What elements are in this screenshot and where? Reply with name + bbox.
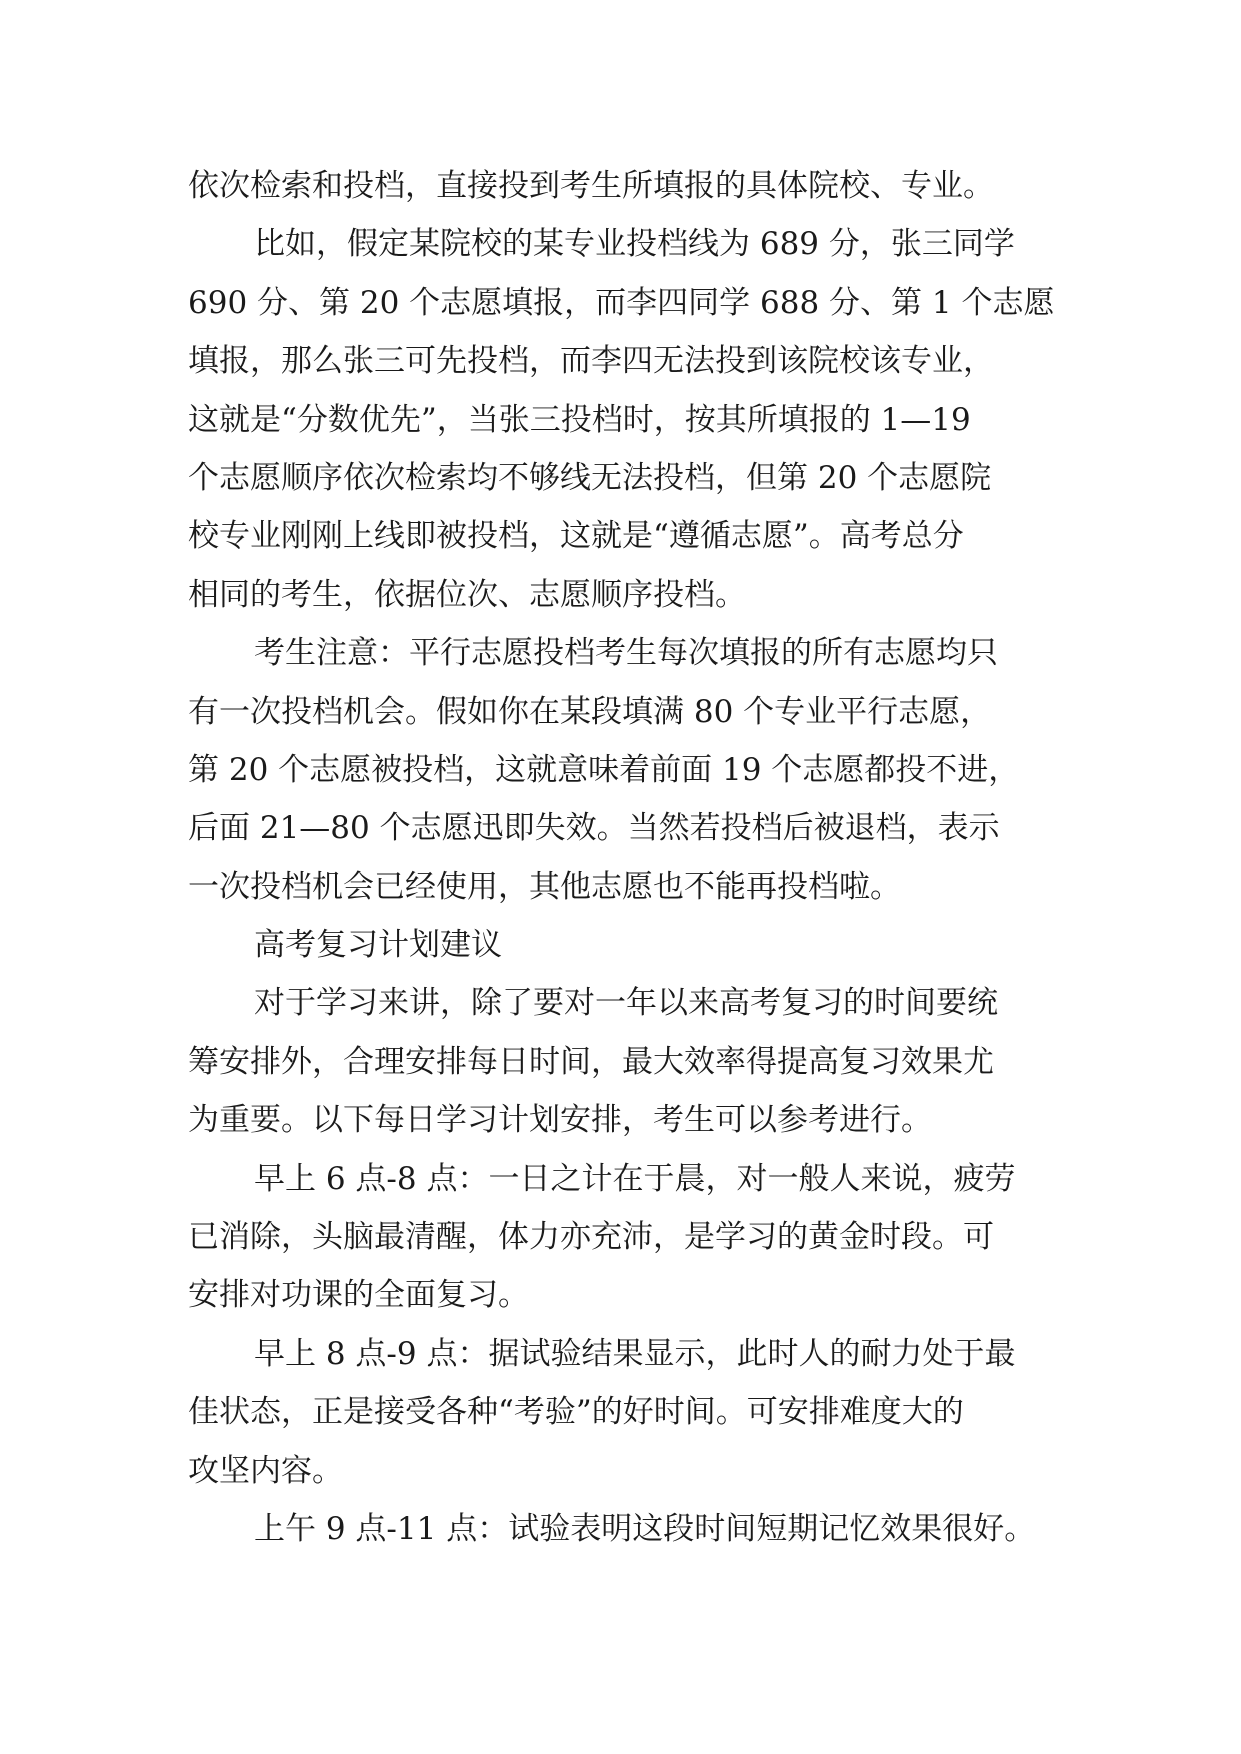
text-line: 比如，假定某院校的某专业投档线为 689 分，张三同学 [254, 226, 1015, 263]
text-line: 有一次投档机会。假如你在某段填满 80 个专业平行志愿， [188, 693, 992, 730]
text-line: 后面 21—80 个志愿迅即失效。当然若投档后被退档，表示 [188, 810, 1000, 847]
text-line: 安排对功课的全面复习。 [188, 1277, 529, 1314]
text-line: 上午 9 点-11 点：试验表明这段时间短期记忆效果很好。 [254, 1510, 1036, 1547]
text-line: 佳状态，正是接受各种“考验”的好时间。可安排难度大的 [188, 1394, 964, 1431]
text-line: 依次检索和投档，直接投到考生所填报的具体院校、专业。 [188, 168, 994, 204]
text-line: 相同的考生，依据位次、志愿顺序投档。 [188, 576, 746, 613]
text-line: 早上 8 点-9 点：据试验结果显示，此时人的耐力处于最 [254, 1335, 1016, 1372]
text-line: 为重要。以下每日学习计划安排，考生可以参考进行。 [188, 1102, 932, 1139]
text-line: 考生注意：平行志愿投档考生每次填报的所有志愿均只 [254, 635, 998, 672]
text-line: 校专业刚刚上线即被投档，这就是“遵循志愿”。高考总分 [188, 518, 964, 555]
text-line: 已消除，头脑最清醒，体力亦充沛，是学习的黄金时段。可 [188, 1219, 994, 1256]
text-line: 个志愿顺序依次检索均不够线无法投档，但第 20 个志愿院 [188, 459, 992, 496]
text-line: 早上 6 点-8 点：一日之计在于晨，对一般人来说，疲劳 [254, 1160, 1016, 1197]
text-line: 填报，那么张三可先投档，而李四无法投到该院校该专业， [188, 343, 994, 380]
text-line: 第 20 个志愿被投档，这就意味着前面 19 个志愿都投不进， [188, 751, 1020, 788]
text-line: 一次投档机会已经使用，其他志愿也不能再投档啦。 [188, 868, 901, 905]
text-line: 攻坚内容。 [188, 1452, 343, 1489]
text-line: 对于学习来讲，除了要对一年以来高考复习的时间要统 [254, 985, 998, 1022]
text-line: 高考复习计划建议 [254, 927, 502, 964]
text-line: 筹安排外，合理安排每日时间，最大效率得提高复习效果尤 [188, 1043, 994, 1080]
text-line: 这就是“分数优先”，当张三投档时，按其所填报的 1—19 [188, 401, 971, 438]
body-text [188, 157, 1068, 1558]
text-line: 690 分、第 20 个志愿填报，而李四同学 688 分、第 1 个志愿 [188, 284, 1055, 321]
